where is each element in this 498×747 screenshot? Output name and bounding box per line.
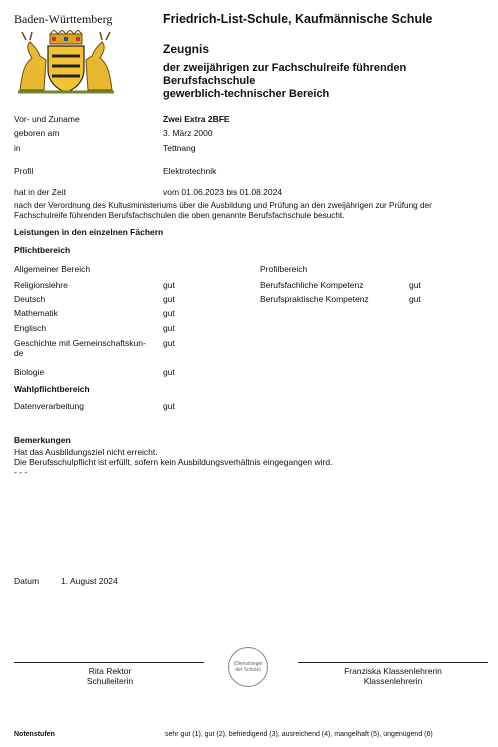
signature-line-left: [14, 662, 204, 663]
subject-grade: gut: [409, 294, 421, 304]
intro-paragraph: nach der Verordnung des Kultusministeriums über die Ausbildung und Prüfung an den zweijährigen zur Prüfung der Fachschulreife führenden Berufsfachschulen die oben genannte Berufsfachschule besucht.: [14, 201, 432, 220]
subject-grade: gut: [163, 367, 175, 377]
elective-title: Wahlpflichtbereich: [14, 384, 90, 394]
school-name: Friedrich-List-Schule, Kaufmännische Schule: [163, 12, 433, 26]
date-label: Datum: [14, 576, 40, 586]
remarks-title: Bemerkungen: [14, 435, 71, 445]
period-label: hat in der Zeit: [14, 187, 66, 197]
subject-grade: gut: [163, 280, 175, 290]
document-title: Zeugnis: [163, 42, 210, 56]
subject-grade: gut: [163, 338, 175, 348]
coat-of-arms-icon: [14, 30, 118, 94]
subject-grade: gut: [409, 280, 421, 290]
teacher-role: Klassenlehrerin: [363, 676, 423, 686]
profile-label: Profil: [14, 166, 34, 176]
date-value: 1. August 2024: [61, 576, 118, 586]
remarks-line: - - -: [14, 467, 28, 477]
principal-name: Rita Rektor: [88, 666, 132, 676]
seal-text: (Dienstsiegel: [233, 661, 263, 667]
signature-line-right: [298, 662, 488, 663]
subject-grade: gut: [163, 401, 175, 411]
remarks-text: [14, 447, 332, 477]
grade-scale: sehr gut (1), gut (2), befriedigend (3), ausreichend (4), mangelhaft (5), ungenügend (6): [165, 731, 433, 738]
period-value: vom 01.06.2023 bis 01.08.2024: [163, 187, 283, 197]
subject-grade: gut: [163, 323, 175, 333]
seal-text: der Schule): [235, 667, 261, 673]
grade-scale-label: Notenstufen: [14, 731, 55, 738]
document-subtitle: [163, 62, 483, 101]
subject-name: Geschichte mit Gemeinschaftskun-: [14, 338, 146, 348]
teacher-signature-block: [318, 666, 468, 686]
subject-name: Berufsfachliche Kompetenz: [260, 280, 364, 290]
place-label: in: [14, 143, 21, 153]
subtitle-line: gewerblich-technischer Bereich: [163, 88, 330, 100]
grades-section-title: Leistungen in den einzelnen Fächern: [14, 227, 164, 237]
profile-area-title: Profilbereich: [260, 264, 308, 274]
profile-value: Elektrotechnik: [163, 166, 217, 176]
subject-name: Datenverarbeitung: [14, 401, 84, 411]
subtitle-line: Berufsfachschule: [163, 75, 256, 87]
place-value: Tettnang: [163, 143, 196, 153]
subject-name: Englisch: [14, 323, 47, 333]
name-label: Vor- und Zuname: [14, 114, 80, 124]
subtitle-line: der zweijährigen zur Fachschulreife führenden: [163, 62, 407, 74]
principal-signature-block: [35, 666, 185, 686]
state-name: Baden-Württemberg: [14, 12, 113, 26]
subject-name: Mathematik: [14, 308, 58, 318]
subject-name: Biologie: [14, 367, 45, 377]
birth-value: 3. März 2000: [163, 128, 213, 138]
subject-name-continued: de: [14, 348, 24, 358]
birth-label: geboren am: [14, 128, 60, 138]
subject-grade: gut: [163, 294, 175, 304]
official-seal-placeholder: [228, 647, 268, 687]
mandatory-title: Pflichtbereich: [14, 245, 71, 255]
remarks-line: Hat das Ausbildungsziel nicht erreicht.: [14, 447, 158, 457]
subject-name: Deutsch: [14, 294, 46, 304]
subject-name: Berufspraktische Kompetenz: [260, 294, 369, 304]
teacher-name: Franziska Klassenlehrerin: [344, 666, 442, 676]
principal-role: Schulleiterin: [86, 676, 134, 686]
remarks-line: Die Berufsschulpflicht ist erfüllt, sofern kein Ausbildungsverhältnis eingegangen wird.: [14, 457, 333, 467]
name-value: Zwei Extra 2BFE: [163, 114, 230, 124]
subject-name: Religionslehre: [14, 280, 68, 290]
subject-grade: gut: [163, 308, 175, 318]
general-area-title: Allgemeiner Bereich: [14, 264, 91, 274]
